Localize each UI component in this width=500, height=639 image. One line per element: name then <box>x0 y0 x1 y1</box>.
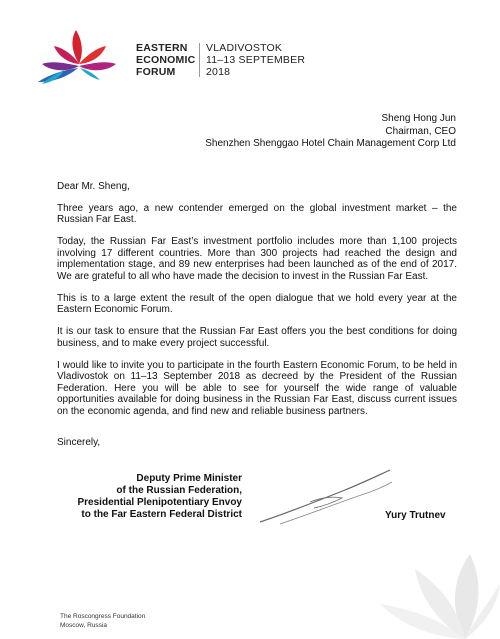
header-divider <box>199 43 200 77</box>
paragraph-3: This is to a large extent the result of the open dialogue that we hold every year at the Eastern Economic Forum. <box>57 292 457 315</box>
recipient-title: Chairman, CEO <box>385 125 456 137</box>
footer <box>60 612 145 630</box>
signer-line4: to the Far Eastern Federal District <box>81 509 242 520</box>
paragraph-2: Today, the Russian Far East’s investment portfolio includes more than 1,100 projects involving 17 different countries. More than 300 projects had reached the design and implementation stage, and 89 new enterprises had been launched as of the end of 2017. We are grateful to all who have made the decision to invest in the Russian Far East. <box>57 236 457 282</box>
salutation: Dear Mr. Sheng, <box>57 181 130 192</box>
signer-title <box>60 473 242 521</box>
paragraph-1: Three years ago, a new contender emerged on the global investment market – the Russian Far East. <box>57 202 457 225</box>
forum-name-line2: ECONOMIC <box>136 54 196 66</box>
closing: Sincerely, <box>57 437 101 448</box>
letter-body <box>57 181 457 459</box>
signer-line1: Deputy Prime Minister <box>136 473 242 484</box>
signer-line2: of the Russian Federation, <box>116 485 242 496</box>
signature-icon <box>250 462 400 532</box>
paragraph-4: It is our task to ensure that the Russian Far East offers you the best conditions for doing business, and to make every project successful. <box>57 326 457 349</box>
forum-dates: 11–13 SEPTEMBER <box>206 54 306 66</box>
forum-name-line3: FORUM <box>136 66 176 78</box>
forum-city: VLADIVOSTOK <box>206 42 283 54</box>
footer-location: Moscow, Russia <box>60 622 107 629</box>
signer-name: Yury Trutnev <box>385 510 446 521</box>
recipient-block <box>205 113 456 151</box>
forum-name <box>136 42 195 78</box>
forum-location <box>206 42 305 78</box>
signer-line3: Presidential Plenipotentiary Envoy <box>77 497 242 508</box>
decorative-flower-icon <box>370 529 500 639</box>
footer-org: The Roscongress Foundation <box>60 613 146 620</box>
forum-year: 2018 <box>206 66 231 78</box>
forum-name-line1: EASTERN <box>136 42 188 54</box>
recipient-company: Shenzhen Shenggao Hotel Chain Management Corp Ltd <box>205 138 456 149</box>
recipient-name: Sheng Hong Jun <box>381 113 456 124</box>
paragraph-5: I would like to invite you to participate in the fourth Eastern Economic Forum, to be held in Vladivostok on 11–13 September 2018 as decreed by the President of the Russian Federation. Here you will be able to see for yourself the wide range of valuable opportunities available for doing business in the Russian Far East, discuss current issues on the economic agenda, and find new and reliable business partners. <box>57 359 457 417</box>
forum-logo-icon <box>34 26 124 86</box>
